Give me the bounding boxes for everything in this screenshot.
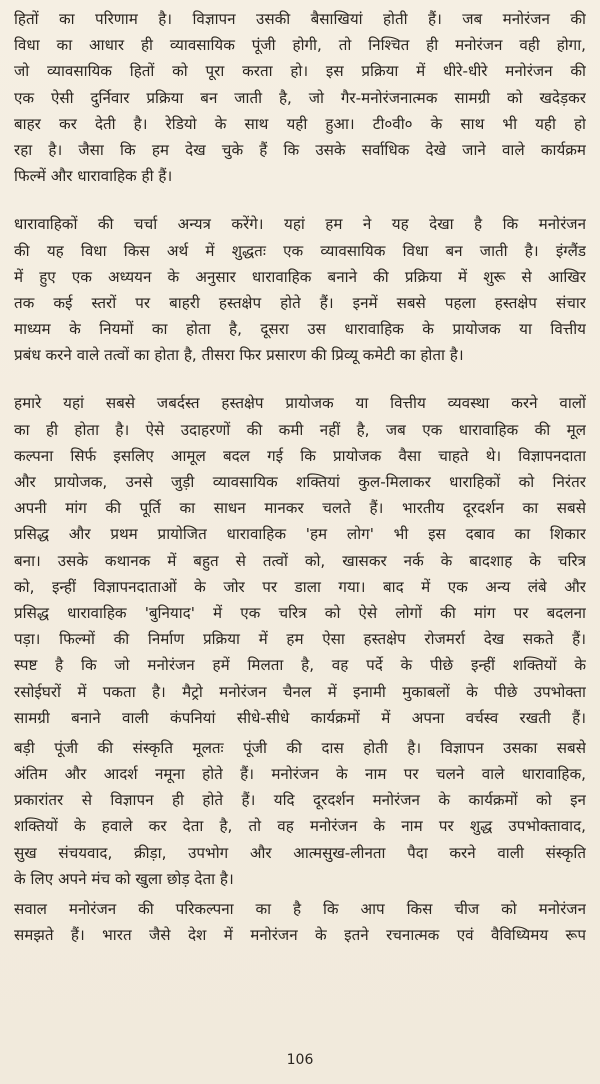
text-line: एक ऐसी दुर्निवार प्रक्रिया बन जाती है, जो गैर-मनोरंजनात्मक सामग्री को खदेड़कर bbox=[14, 88, 586, 107]
text-line: कल्पना सिर्फ इसलिए आमूल बदल गई कि प्रायोजक वैसा चाहते थे। विज्ञापनदाता bbox=[14, 446, 586, 465]
paragraph-2 bbox=[14, 211, 586, 368]
paragraph-1 bbox=[14, 6, 586, 189]
text-line: माध्यम के नियमों का होता है, दूसरा उस धारावाहिक के प्रायोजक या वित्तीय bbox=[14, 320, 586, 339]
text-line: रसोईघरों में पकता है। मैट्रो मनोरंजन चैनल में इनामी मुकाबलों के पीछे उपभोक्ता bbox=[14, 682, 586, 701]
text-line: शक्तियों के हवाले कर देता है, तो वह मनोरंजन के नाम पर शुद्ध उपभोक्तावाद, bbox=[14, 817, 586, 836]
text-line: रहा है। जैसा कि हम देख चुके हैं कि उसके सर्वाधिक देखे जाने वाले कार्यक्रम bbox=[14, 140, 586, 159]
text-line: हितों का परिणाम है। विज्ञापन उसकी बैसाखियां होती हैं। जब मनोरंजन की bbox=[14, 10, 586, 28]
paragraph-gap bbox=[14, 189, 586, 211]
text-line: स्पष्ट है कि जो मनोरंजन हमें मिलता है, वह पर्दे के पीछे इन्हीं शक्तियों के bbox=[14, 656, 586, 675]
text-line: हमारे यहां सबसे जबर्दस्त हस्तक्षेप प्रायोजक या वित्तीय व्यवस्था करने वालों bbox=[14, 394, 586, 413]
text-line: जो व्यावसायिक हितों को पूरा करता हो। इस प्रक्रिया में धीरे-धीरे मनोरंजन की bbox=[14, 62, 586, 81]
text-line: बाहर कर देती है। रेडियो के साथ यही हुआ। टी०वी० के साथ भी यही हो bbox=[14, 114, 586, 133]
text-line: प्रबंध करने वाले तत्वों का होता है, तीसरा फिर प्रसारण की प्रिव्यू कमेटी का होता है। bbox=[14, 346, 464, 365]
text-line: का ही होता है। ऐसे उदाहरणों की कमी नहीं है, जब एक धारावाहिक की मूल bbox=[14, 420, 586, 439]
text-line: में हुए एक अध्ययन के अनुसार धारावाहिक बनाने की प्रक्रिया में शुरू से आखिर bbox=[14, 267, 586, 286]
text-line: समझते हैं। भारत जैसे देश में मनोरंजन के इतने रचनात्मक एवं वैविध्यिमय रूप bbox=[14, 926, 586, 945]
paragraph-4 bbox=[14, 735, 586, 892]
text-line: के लिए अपने मंच को खुला छोड़ देता है। bbox=[14, 869, 234, 888]
text-line: बड़ी पूंजी की संस्कृति मूलतः पूंजी की दास होती है। विज्ञापन उसका सबसे bbox=[14, 738, 586, 757]
text-line: प्रकारांतर से विज्ञापन ही होते हैं। यदि दूरदर्शन मनोरंजन के कार्यक्रमों को इन bbox=[14, 791, 586, 810]
text-line: प्रसिद्ध और प्रथम प्रायोजित धारावाहिक 'हम लोग' भी इस दबाव का शिकार bbox=[14, 525, 586, 544]
text-line: अपनी मांग की पूर्ति का साधन मानकर चलते हैं। भारतीय दूरदर्शन का सबसे bbox=[14, 499, 586, 518]
text-line: सामग्री बनाने वाली कंपनियां सीधे-सीधे कार्यक्रमों में अपना वर्चस्व रखती हैं। bbox=[14, 708, 586, 727]
text-line: धारावाहिकों की चर्चा अन्यत्र करेंगे। यहां हम ने यह देखा है कि मनोरंजन bbox=[14, 215, 586, 234]
text-line: तक कई स्तरों पर बाहरी हस्तक्षेप होते हैं। इनमें सबसे पहला हस्तक्षेप संचार bbox=[14, 293, 586, 312]
paragraph-gap bbox=[14, 368, 586, 390]
text-line: और प्रायोजक, उनसे जुड़ी व्यावसायिक शक्तियां कुल-मिलाकर धाराहिकों को निरंतर bbox=[14, 473, 586, 491]
paragraph-3 bbox=[14, 390, 586, 730]
text-line: सुख संचयवाद, क्रीड़ा, उपभोग और आत्मसुख-लीनता पैदा करने वाली संस्कृति bbox=[14, 843, 586, 862]
text-line: को, इन्हीं विज्ञापनदाताओं के जोर पर डाला गया। बाद में एक अन्य लंबे और bbox=[14, 577, 586, 596]
paragraph-5 bbox=[14, 896, 586, 948]
page-number: 106 bbox=[286, 1052, 314, 1068]
text-line: सवाल मनोरंजन की परिकल्पना का है कि आप किस चीज को मनोरंजन bbox=[14, 900, 586, 918]
text-line: फिल्में और धारावाहिक ही हैं। bbox=[14, 167, 173, 186]
text-line: प्रसिद्ध धारावाहिक 'बुनियाद' में एक चरित्र को ऐसे लोगों की मांग पर बदलना bbox=[14, 603, 586, 622]
text-line: की यह विधा किस अर्थ में शुद्धतः एक व्यावसायिक विधा बन जाती है। इंग्लैंड bbox=[14, 241, 586, 260]
text-line: अंतिम और आदर्श नमूना होते हैं। मनोरंजन के नाम पर चलने वाले धारावाहिक, bbox=[14, 765, 586, 784]
text-line: पड़ा। फिल्मों की निर्माण प्रक्रिया में हम ऐसा हस्तक्षेप रोजमर्रा देख सकते हैं। bbox=[14, 630, 586, 649]
text-line: बना। उसके कथानक में बहुत से तत्वों को, खासकर नर्क के बादशाह के चरित्र bbox=[14, 551, 586, 570]
text-line: विधा का आधार ही व्यावसायिक पूंजी होगी, तो निश्चित ही मनोरंजन वही होगा, bbox=[14, 36, 586, 55]
